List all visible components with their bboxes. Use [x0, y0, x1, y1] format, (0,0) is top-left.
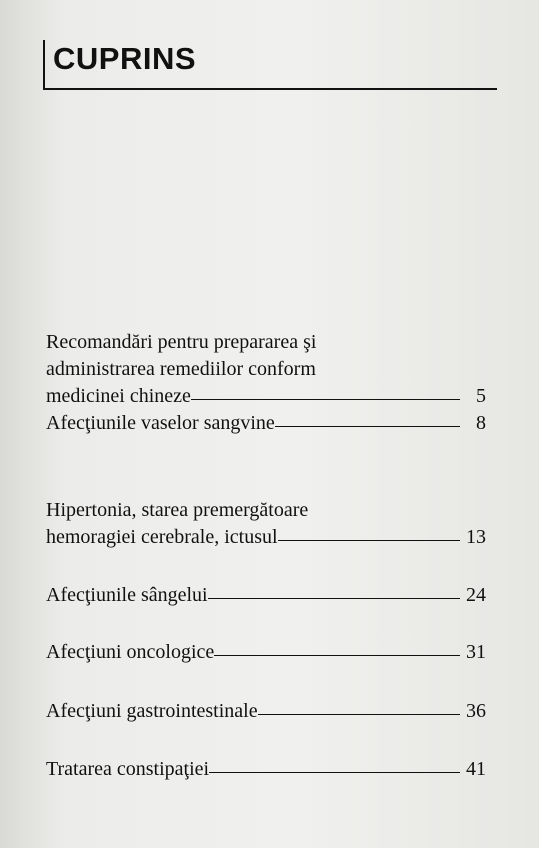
toc-entry-line	[46, 329, 486, 356]
toc-entry-line	[46, 497, 486, 524]
toc-entry	[46, 582, 486, 609]
leader-line	[214, 655, 460, 656]
toc-entry	[46, 698, 486, 725]
title-vertical-rule	[43, 40, 45, 88]
toc-entry-line	[46, 383, 486, 410]
leader-line	[209, 772, 460, 773]
toc-entry-title-line: hemoragiei cerebrale, ictusul	[46, 526, 278, 548]
leader-line	[278, 540, 460, 541]
toc-entry-title-line: medicinei chineze	[46, 385, 191, 407]
leader-line	[191, 399, 460, 400]
toc-entry-title-line: Tratarea constipaţiei	[46, 758, 210, 780]
title-underline	[43, 88, 497, 90]
page-number: 5	[476, 385, 486, 407]
toc-entry	[46, 756, 486, 783]
title-block	[43, 37, 497, 91]
leader-line	[208, 598, 460, 599]
toc-entry-line	[46, 356, 486, 383]
toc-entry	[46, 329, 486, 410]
page-number: 31	[466, 641, 486, 663]
page-title: CUPRINS	[53, 41, 197, 76]
page-number: 13	[466, 526, 486, 548]
leader-line	[275, 426, 460, 427]
toc-entry-title-line: Hipertonia, starea premergătoare	[46, 499, 309, 521]
toc-entry-line	[46, 410, 486, 437]
toc-entry-line	[46, 582, 486, 609]
toc-entry-title-line: Afecţiunile vaselor sangvine	[46, 412, 275, 434]
toc-entry-line	[46, 524, 486, 551]
toc-entry-line	[46, 756, 486, 783]
toc-entry-title-line: administrarea remediilor conform	[46, 358, 316, 380]
toc-entry-title-line: Afecţiuni oncologice	[46, 641, 215, 663]
page-number: 24	[466, 584, 486, 606]
leader-line	[258, 714, 460, 715]
toc-entry-line	[46, 698, 486, 725]
toc-entry	[46, 497, 486, 551]
page-number: 8	[476, 412, 486, 434]
toc-entry-line	[46, 639, 486, 666]
toc-entry	[46, 410, 486, 437]
toc-entry	[46, 639, 486, 666]
toc-entry-title-line: Recomandări pentru prepararea şi	[46, 331, 317, 353]
page-number: 36	[466, 700, 486, 722]
page-number: 41	[466, 758, 486, 780]
toc-entry-title-line: Afecţiuni gastrointestinale	[46, 700, 258, 722]
toc-entry-title-line: Afecţiunile sângelui	[46, 584, 208, 606]
